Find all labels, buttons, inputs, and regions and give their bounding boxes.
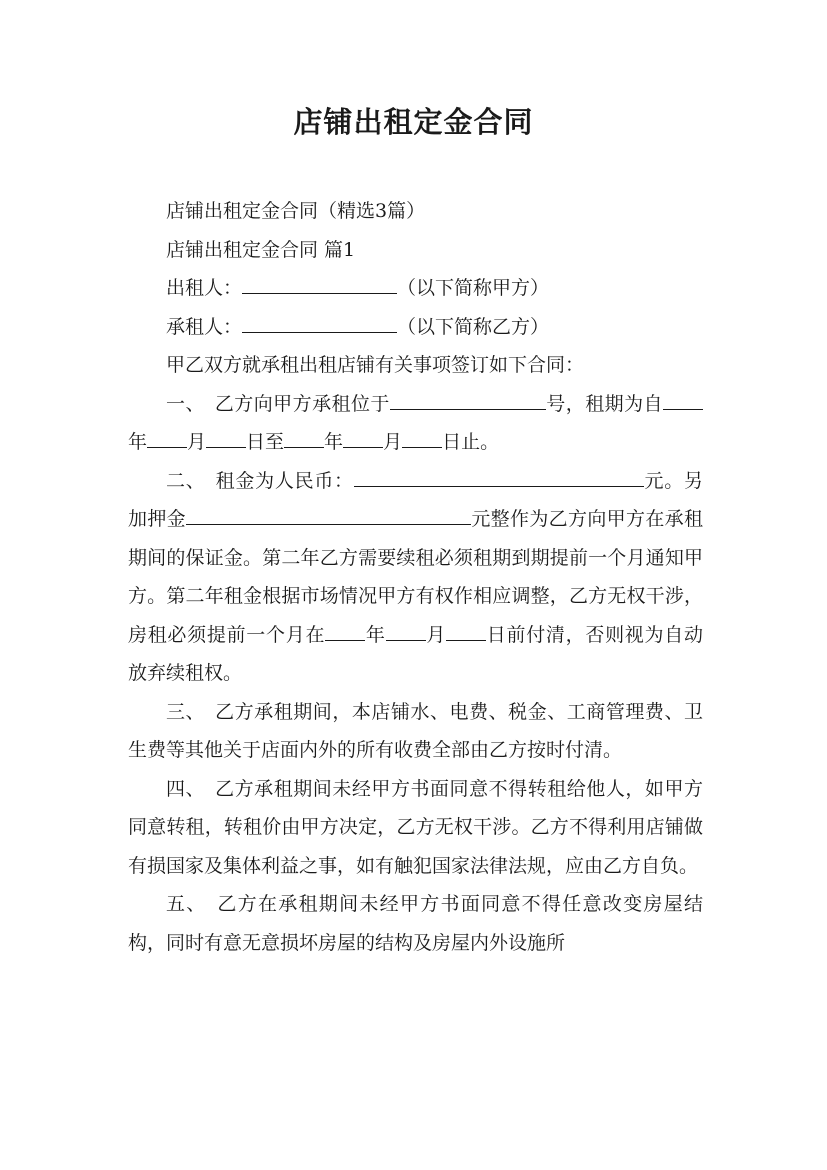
pay-year-blank	[325, 618, 365, 641]
clause-1-text-g: 月	[383, 431, 403, 453]
location-blank	[390, 387, 546, 410]
end-month-blank	[343, 425, 383, 448]
clause-2-text-f: 日前付清，否则视为自动放弃续租权。	[128, 623, 703, 684]
part-heading: 店铺出租定金合同 篇1	[166, 238, 356, 261]
pay-month-blank	[386, 618, 426, 641]
lessor-blank	[242, 271, 397, 294]
intro-line: 甲乙双方就承租出租店铺有关事项签订如下合同：	[166, 354, 585, 376]
document-title: 店铺出租定金合同	[293, 105, 534, 139]
clause-1-text-h: 日止。	[442, 431, 500, 453]
clause-1	[128, 385, 703, 462]
clause-2-text-a: 二、 租金为人民币：	[166, 469, 354, 492]
lessor-label: 出租人：	[166, 277, 243, 299]
subtitle-line: 店铺出租定金合同（精选3篇）	[166, 200, 426, 222]
clause-5: 五、 乙方在承租期间未经甲方书面同意不得任意改变房屋结构，同时有意无意损坏房屋的结构及房屋内外设施所	[128, 893, 703, 954]
clause-1-text-d: 月	[187, 431, 207, 453]
lessor-suffix: （以下简称甲方）	[397, 277, 550, 299]
clause-2-text-c: 元整作为乙方向甲方在承租期间的保证金。第二年乙方需要续租必须租期到期提前一个月通知甲方。第二年租金根据市场情况甲方有权作相应调整，乙方无权干涉，房租必须提前一个月在	[128, 508, 703, 646]
lessee-label: 承租人：	[166, 315, 243, 338]
lessee-blank	[242, 310, 397, 333]
start-day-blank	[206, 425, 246, 448]
clause-1-text-c: 年	[128, 431, 148, 453]
clause-2	[128, 462, 703, 693]
clause-2-text-b: 元。另加押金	[128, 469, 703, 530]
end-day-blank	[402, 425, 442, 448]
start-month-blank	[147, 425, 187, 448]
lessee-suffix: （以下简称乙方）	[397, 315, 550, 338]
clause-1-text-f: 年	[324, 431, 344, 453]
clause-2-text-e: 月	[425, 623, 447, 646]
lessor-line	[128, 269, 703, 308]
clause-3: 三、 乙方承租期间，本店铺水、电费、税金、工商管理费、卫生费等其他关于店面内外的所有收费全部由乙方按时付清。	[128, 700, 703, 761]
pay-day-blank	[446, 618, 486, 641]
deposit-amount-blank	[186, 502, 471, 525]
lessee-line	[128, 308, 703, 347]
clause-1-text-a: 一、 乙方向甲方承租位于	[166, 392, 390, 415]
clause-1-text-e: 日至	[246, 431, 285, 453]
rent-amount-blank	[354, 464, 644, 487]
clause-1-text-b: 号，租期为自	[545, 392, 663, 415]
clause-2-text-d: 年	[365, 623, 386, 646]
clause-4: 四、 乙方承租期间未经甲方书面同意不得转租给他人，如甲方同意转租，转租价由甲方决定，乙方无权干涉。乙方不得利用店铺做有损国家及集体利益之事，如有触犯国家法律法规，应由乙方自负。	[128, 777, 703, 877]
start-year-blank	[663, 387, 703, 410]
end-year-blank	[284, 425, 324, 448]
document-body	[128, 192, 703, 962]
